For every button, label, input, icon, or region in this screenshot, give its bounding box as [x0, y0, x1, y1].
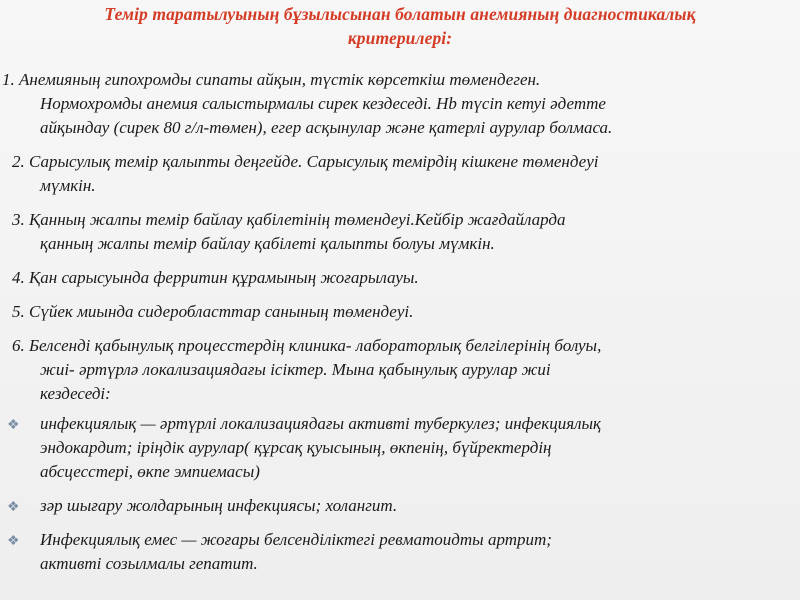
text-line: 6. Белсенді қабынулық процесстердің клиника- лабораторлық белгілерінің болуы, — [12, 336, 602, 355]
title-line: критерилері: — [347, 28, 453, 48]
criterion-3 — [12, 208, 790, 256]
slide-title — [20, 2, 780, 50]
text-line: активті созылмалы гепатит. — [40, 554, 258, 573]
bullet-item-3 — [0, 528, 790, 576]
diamond-bullet-icon: ❖ — [7, 500, 20, 515]
text-line: жиі- әртүрлә локализациядағы ісіктер. Мына қабынулық аурулар жиі — [40, 360, 551, 379]
text-line: абсцесстері, өкпе эмпиемасы) — [40, 462, 260, 481]
bullet-item-1 — [0, 412, 790, 484]
text-line: зәр шығару жолдарының инфекциясы; холангит. — [40, 496, 398, 515]
text-line: кездеседі: — [40, 384, 111, 403]
text-line: айқындау (сирек 80 г/л-төмен), егер асқынулар және қатерлі аурулар болмаса. — [40, 118, 613, 137]
text-line: Нормохромды анемия салыстырмалы сирек кездеседі. Нb түсіп кетуі әдетте — [40, 94, 606, 113]
text-line: эндокардит; іріңдік аурулар( құрсақ қуысының, өкпенің, бүйректердің — [40, 438, 552, 457]
criterion-1 — [2, 68, 790, 140]
text-line: 3. Қанның жалпы темір байлау қабілетінің төмендеуі.Кейбір жағдайларда — [12, 210, 566, 229]
criterion-2 — [12, 150, 790, 198]
text-line: инфекциялық — әртүрлі локализациядағы активті туберкулез; инфекциялық — [40, 414, 601, 433]
text-line: 5. Сүйек миында сидеробласттар санының төмендеуі. — [12, 302, 414, 321]
diamond-bullet-icon: ❖ — [7, 534, 20, 549]
criterion-6 — [12, 334, 790, 406]
criteria-list — [0, 68, 790, 576]
bullet-item-2 — [0, 494, 790, 518]
text-line: Инфекциялық емес — жоғары белсенділіктегі ревматоидты артрит; — [40, 530, 552, 549]
text-line: 1. Анемияның гипохромды сипаты айқын, түстік көрсеткіш төмендеген. — [2, 70, 541, 89]
text-line: 4. Қан сарысуында ферритин құрамының жоғарылауы. — [12, 268, 419, 287]
text-line: 2. Сарысулық темір қалыпты деңгейде. Сарысулық темірдің кішкене төмендеуі — [12, 152, 599, 171]
criterion-5 — [12, 300, 790, 324]
text-line: мүмкін. — [40, 176, 96, 195]
diamond-bullet-icon: ❖ — [7, 418, 20, 433]
criterion-4 — [12, 266, 790, 290]
title-line: Темір таратылуының бұзылысынан болатын анемияның диагностикалық — [104, 4, 696, 24]
text-line: қанның жалпы темір байлау қабілеті қалыпты болуы мүмкін. — [40, 234, 495, 253]
